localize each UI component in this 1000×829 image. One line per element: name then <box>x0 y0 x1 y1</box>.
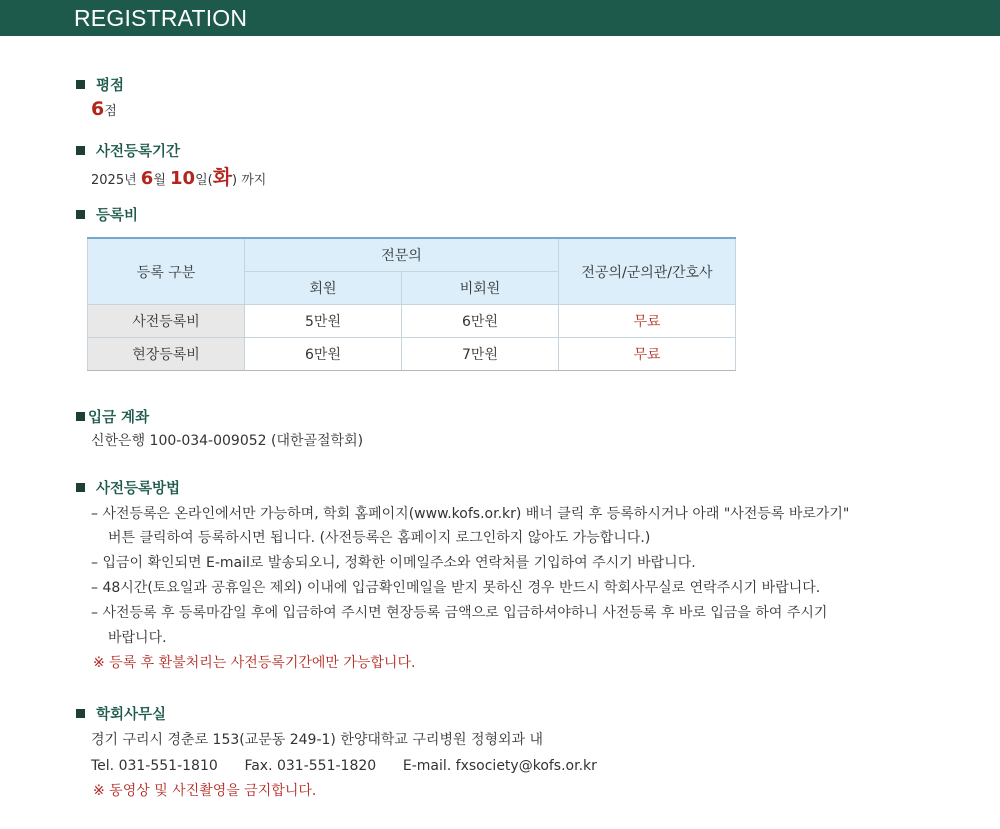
method-line: 버튼 클릭하여 등록하시면 됩니다. (사전등록은 홈페이지 로그인하지 않아도 가능합니다.) <box>108 530 651 546</box>
filming-note: ※ 동영상 및 사진촬영을 금지합니다. <box>93 783 317 799</box>
fee-header-resident: 전공의/군의관/간호사 <box>559 238 736 305</box>
fee-header-member: 회원 <box>245 272 402 305</box>
fee-cell-resident: 무료 <box>559 305 736 338</box>
fee-header-category: 등록 구분 <box>88 238 245 305</box>
square-bullet-icon <box>76 210 85 219</box>
refund-note: ※ 등록 후 환불처리는 사전등록기간에만 가능합니다. <box>93 655 416 671</box>
square-bullet-icon <box>76 483 85 492</box>
page-header <box>0 0 1000 36</box>
office-address: 경기 구리시 경춘로 153(교문동 249-1) 한양대학교 구리병원 정형외과 내 <box>91 732 544 748</box>
method-line: – 입금이 확인되면 E-mail로 발송되오니, 정확한 이메일주소와 연락처를 기입하여 주시기 바랍니다. <box>91 555 696 571</box>
fee-cell-member: 6만원 <box>245 338 402 371</box>
fee-section-title: 등록비 <box>76 206 138 226</box>
period-value: 2025년 6월 10일(화) 까지 <box>91 165 267 189</box>
office-contact: Tel. 031-551-1810 Fax. 031-551-1820 E-mail. fxsociety@kofs.or.kr <box>91 758 597 774</box>
fee-cell-member: 5만원 <box>245 305 402 338</box>
office-section-title: 학회사무실 <box>76 705 166 725</box>
square-bullet-icon <box>76 146 85 155</box>
score-value: 6점 <box>91 98 117 120</box>
fee-cell-resident: 무료 <box>559 338 736 371</box>
score-section-title: 평점 <box>76 76 124 96</box>
fee-cell-nonmember: 7만원 <box>402 338 559 371</box>
fee-header-specialist: 전문의 <box>245 238 559 272</box>
account-section-title: 입금 계좌 <box>76 408 149 428</box>
table-row <box>88 338 736 371</box>
method-line: – 사전등록은 온라인에서만 가능하며, 학회 홈페이지(www.kofs.or.kr) 배너 클릭 후 등록하시거나 아래 "사전등록 바로가기" <box>91 506 850 522</box>
square-bullet-icon <box>76 709 85 718</box>
fee-header-nonmember: 비회원 <box>402 272 559 305</box>
fee-cell-nonmember: 6만원 <box>402 305 559 338</box>
account-text: 신한은행 100-034-009052 (대한골절학회) <box>91 433 364 449</box>
square-bullet-icon <box>76 80 85 89</box>
fee-row-label: 사전등록비 <box>88 305 245 338</box>
square-bullet-icon <box>76 412 85 421</box>
period-section-title: 사전등록기간 <box>76 142 180 162</box>
method-section-title: 사전등록방법 <box>76 479 180 499</box>
page-title: REGISTRATION <box>74 5 248 31</box>
method-line: – 사전등록 후 등록마감일 후에 입금하여 주시면 현장등록 금액으로 입금하셔야하니 사전등록 후 바로 입금을 하여 주시기 <box>91 605 828 621</box>
method-line: 바랍니다. <box>108 630 167 646</box>
fee-table <box>87 237 736 371</box>
fee-row-label: 현장등록비 <box>88 338 245 371</box>
method-line: – 48시간(토요일과 공휴일은 제외) 이내에 입금확인메일을 받지 못하신 경우 반드시 학회사무실로 연락주시기 바랍니다. <box>91 580 821 596</box>
table-row <box>88 305 736 338</box>
